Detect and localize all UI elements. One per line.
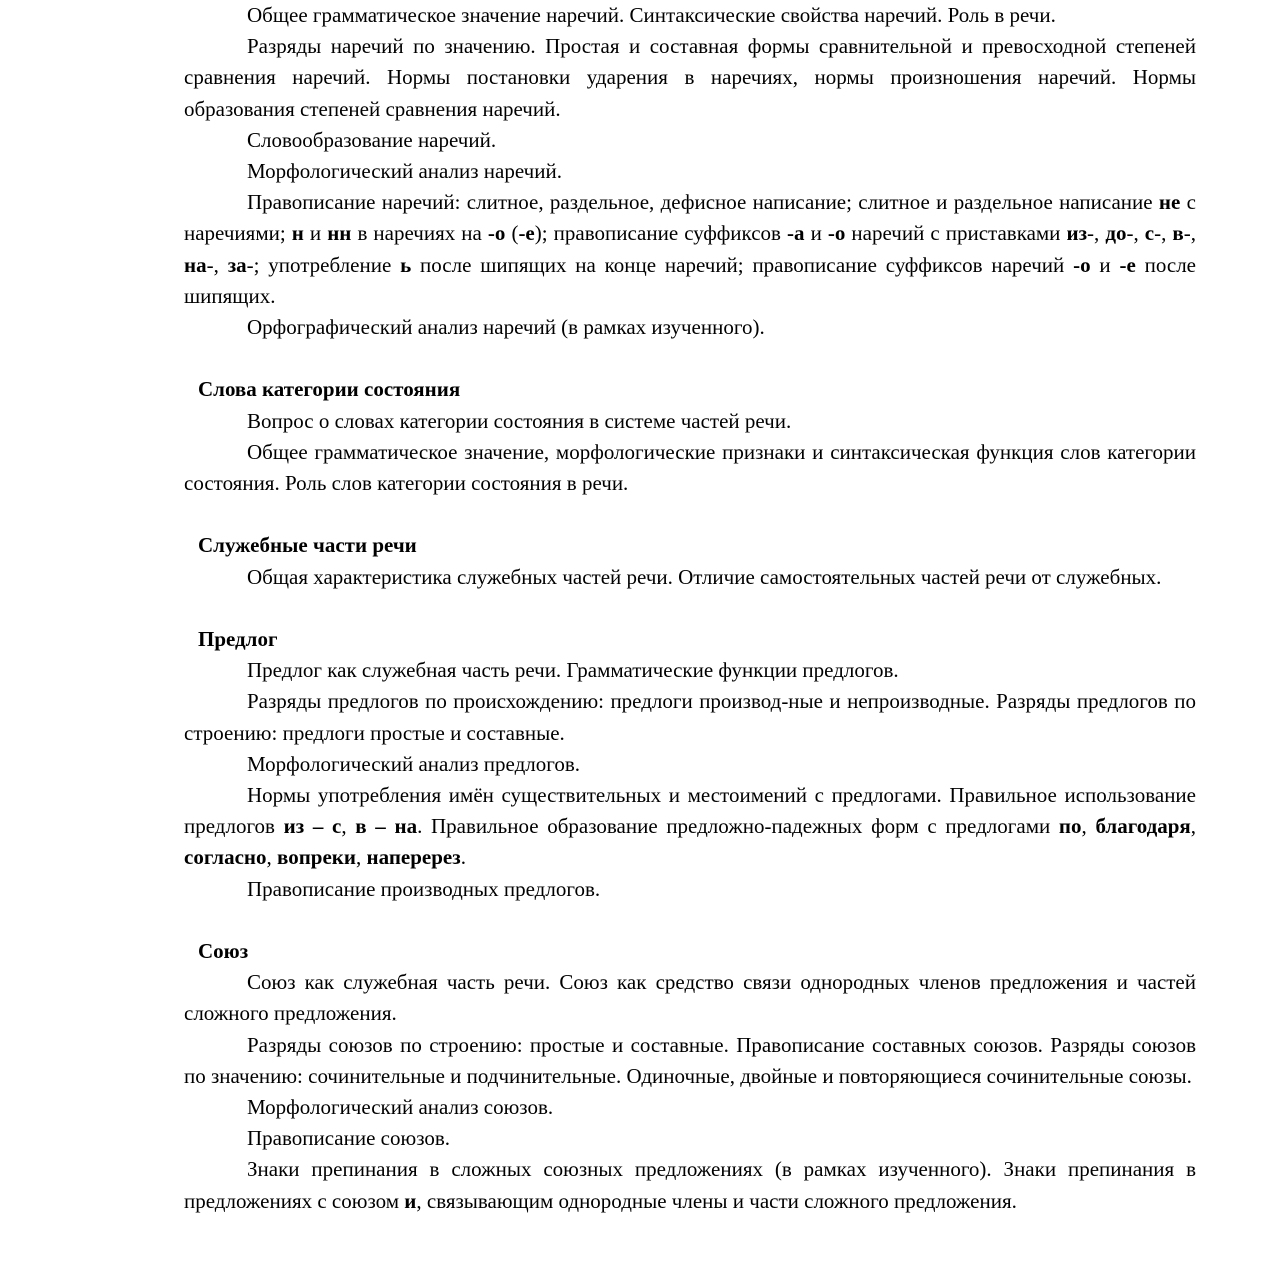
text-run: -, xyxy=(206,252,228,277)
text-run: , xyxy=(1190,814,1197,839)
paragraph-preposition-categories: Разряды предлогов по происхождению: предлоги производ-ные и непроизводные. Разряды предлогов по строению: предлоги простые и составные. xyxy=(184,689,1196,745)
bold-run: -о xyxy=(827,221,846,246)
text-run: , xyxy=(341,814,356,839)
paragraph-conjunction-categories: Разряды союзов по строению: простые и составные. Правописание составных союзов. Разряды союзов по значению: сочинительные и подчинительные. Одиночные, двойные и повторяющиеся сочинительные союзы. xyxy=(184,1032,1196,1088)
paragraph-conjunction-punctuation xyxy=(184,1154,1196,1216)
paragraph-state-category-question: Вопрос о словах категории состояния в системе частей речи. xyxy=(247,408,792,433)
paragraph-preposition-as-function-word: Предлог как служебная часть речи. Грамматические функции предлогов. xyxy=(247,658,899,683)
text-run: в наречиях на xyxy=(351,221,488,246)
text-run: и xyxy=(1090,252,1120,277)
bold-run: нн xyxy=(327,221,352,246)
paragraph-adverb-word-formation: Словообразование наречий. xyxy=(247,127,497,152)
text-run: Знаки препинания в сложных союзных предложениях (в рамках изученного). Знаки препинания в предложениях с союзом xyxy=(184,1157,1196,1213)
text-run: , связывающим однородные члены и части сложного предложения. xyxy=(416,1188,1017,1213)
bold-run: в – на xyxy=(355,814,418,839)
paragraph-function-words-characteristics: Общая характеристика служебных частей речи. Отличие самостоятельных частей речи от служебных. xyxy=(247,564,1162,589)
paragraph-conjunction-as-function-word: Союз как служебная часть речи. Союз как средство связи однородных членов предложения и частей сложного предложения. xyxy=(184,970,1196,1026)
paragraph-adverb-spelling xyxy=(184,187,1196,312)
heading-state-category-words: Слова категории состояния xyxy=(198,377,461,402)
bold-run: в xyxy=(1172,221,1184,246)
paragraph-preposition-morphological-analysis: Морфологический анализ предлогов. xyxy=(247,751,580,776)
bold-run: по xyxy=(1058,814,1082,839)
paragraph-adverb-categories: Разряды наречий по значению. Простая и составная формы сравнительной и превосходной степеней сравнения наречий. Нормы постановки ударения в наречиях, нормы произношения наречий. Нормы образования степеней сравнения наречий. xyxy=(184,34,1196,121)
spacer-before-state-category-heading xyxy=(184,343,1196,374)
paragraph-adverb-general-meaning: Общее грамматическое значение наречий. Синтаксические свойства наречий. Роль в речи. xyxy=(247,3,1056,27)
text-run: , xyxy=(1081,814,1096,839)
bold-run: вопреки xyxy=(277,845,356,870)
paragraph-preposition-usage-norms xyxy=(184,780,1196,874)
bold-run: -а xyxy=(787,221,805,246)
bold-run: с xyxy=(1144,221,1155,246)
bold-run: -о xyxy=(1073,252,1091,277)
spacer-before-conjunction-heading xyxy=(184,905,1196,936)
bold-run: благодаря xyxy=(1095,814,1191,839)
text-run: Нормы употребления имён существительных и местоимений с предлогами. Правильное использование предлогов xyxy=(184,783,1196,839)
paragraph-state-category-meaning: Общее грамматическое значение, морфологические признаки и синтаксическая функция слов категории состояния. Роль слов категории состояния в речи. xyxy=(184,439,1196,496)
bold-run: наперерез xyxy=(366,845,461,870)
text-run: -; употребление xyxy=(246,252,401,277)
text-run: наречий с приставками xyxy=(845,221,1067,246)
text-run: -, xyxy=(1087,221,1106,246)
bold-run: -е xyxy=(518,221,535,246)
text-run: , xyxy=(356,845,367,870)
text-run: после шипящих. xyxy=(184,252,1197,308)
text-run: -, xyxy=(1126,221,1145,246)
bold-run: за xyxy=(227,252,247,277)
bold-run: до xyxy=(1105,221,1127,246)
text-run: . xyxy=(460,845,466,870)
text-run: и xyxy=(804,221,828,246)
bold-run: из – с xyxy=(283,814,342,839)
spacer-before-preposition-heading xyxy=(184,593,1196,624)
paragraph-adverb-morphological-analysis: Морфологический анализ наречий. xyxy=(247,159,562,184)
bold-run: не xyxy=(1158,190,1181,215)
text-run: Правописание наречий: слитное, раздельное, дефисное написание; слитное и раздельное написание xyxy=(247,190,1159,215)
bold-run: и xyxy=(404,1188,417,1213)
text-run: . Правильное образование предложно-падежных форм с предлогами xyxy=(417,814,1059,839)
bold-run: ь xyxy=(400,252,412,277)
paragraph-derived-preposition-spelling: Правописание производных предлогов. xyxy=(247,876,601,901)
text-run: -, xyxy=(1183,221,1196,246)
bold-run: из xyxy=(1066,221,1088,246)
text-run: после шипящих на конце наречий; правописание суффиксов наречий xyxy=(411,252,1074,277)
text-run: , xyxy=(266,845,277,870)
bold-run: -о xyxy=(487,221,506,246)
heading-function-parts-of-speech: Служебные части речи xyxy=(198,533,417,558)
bold-run: н xyxy=(291,221,304,246)
text-run: с наречиями; xyxy=(184,190,1196,246)
bold-run: согласно xyxy=(184,845,267,870)
text-run: -, xyxy=(1154,221,1173,246)
text-run: ); правописание суффиксов xyxy=(534,221,788,246)
heading-preposition: Предлог xyxy=(198,627,278,652)
bold-run: на xyxy=(184,252,207,277)
document-body xyxy=(184,0,1196,1217)
paragraph-adverb-orthographic-analysis: Орфографический анализ наречий (в рамках изученного). xyxy=(247,315,765,340)
text-run: ( xyxy=(505,221,519,246)
bold-run: -е xyxy=(1119,252,1136,277)
spacer-before-function-words-heading xyxy=(184,499,1196,530)
text-run: и xyxy=(303,221,328,246)
heading-conjunction: Союз xyxy=(198,939,249,964)
paragraph-conjunction-morphological-analysis: Морфологический анализ союзов. xyxy=(247,1095,554,1120)
paragraph-conjunction-spelling: Правописание союзов. xyxy=(247,1126,451,1151)
